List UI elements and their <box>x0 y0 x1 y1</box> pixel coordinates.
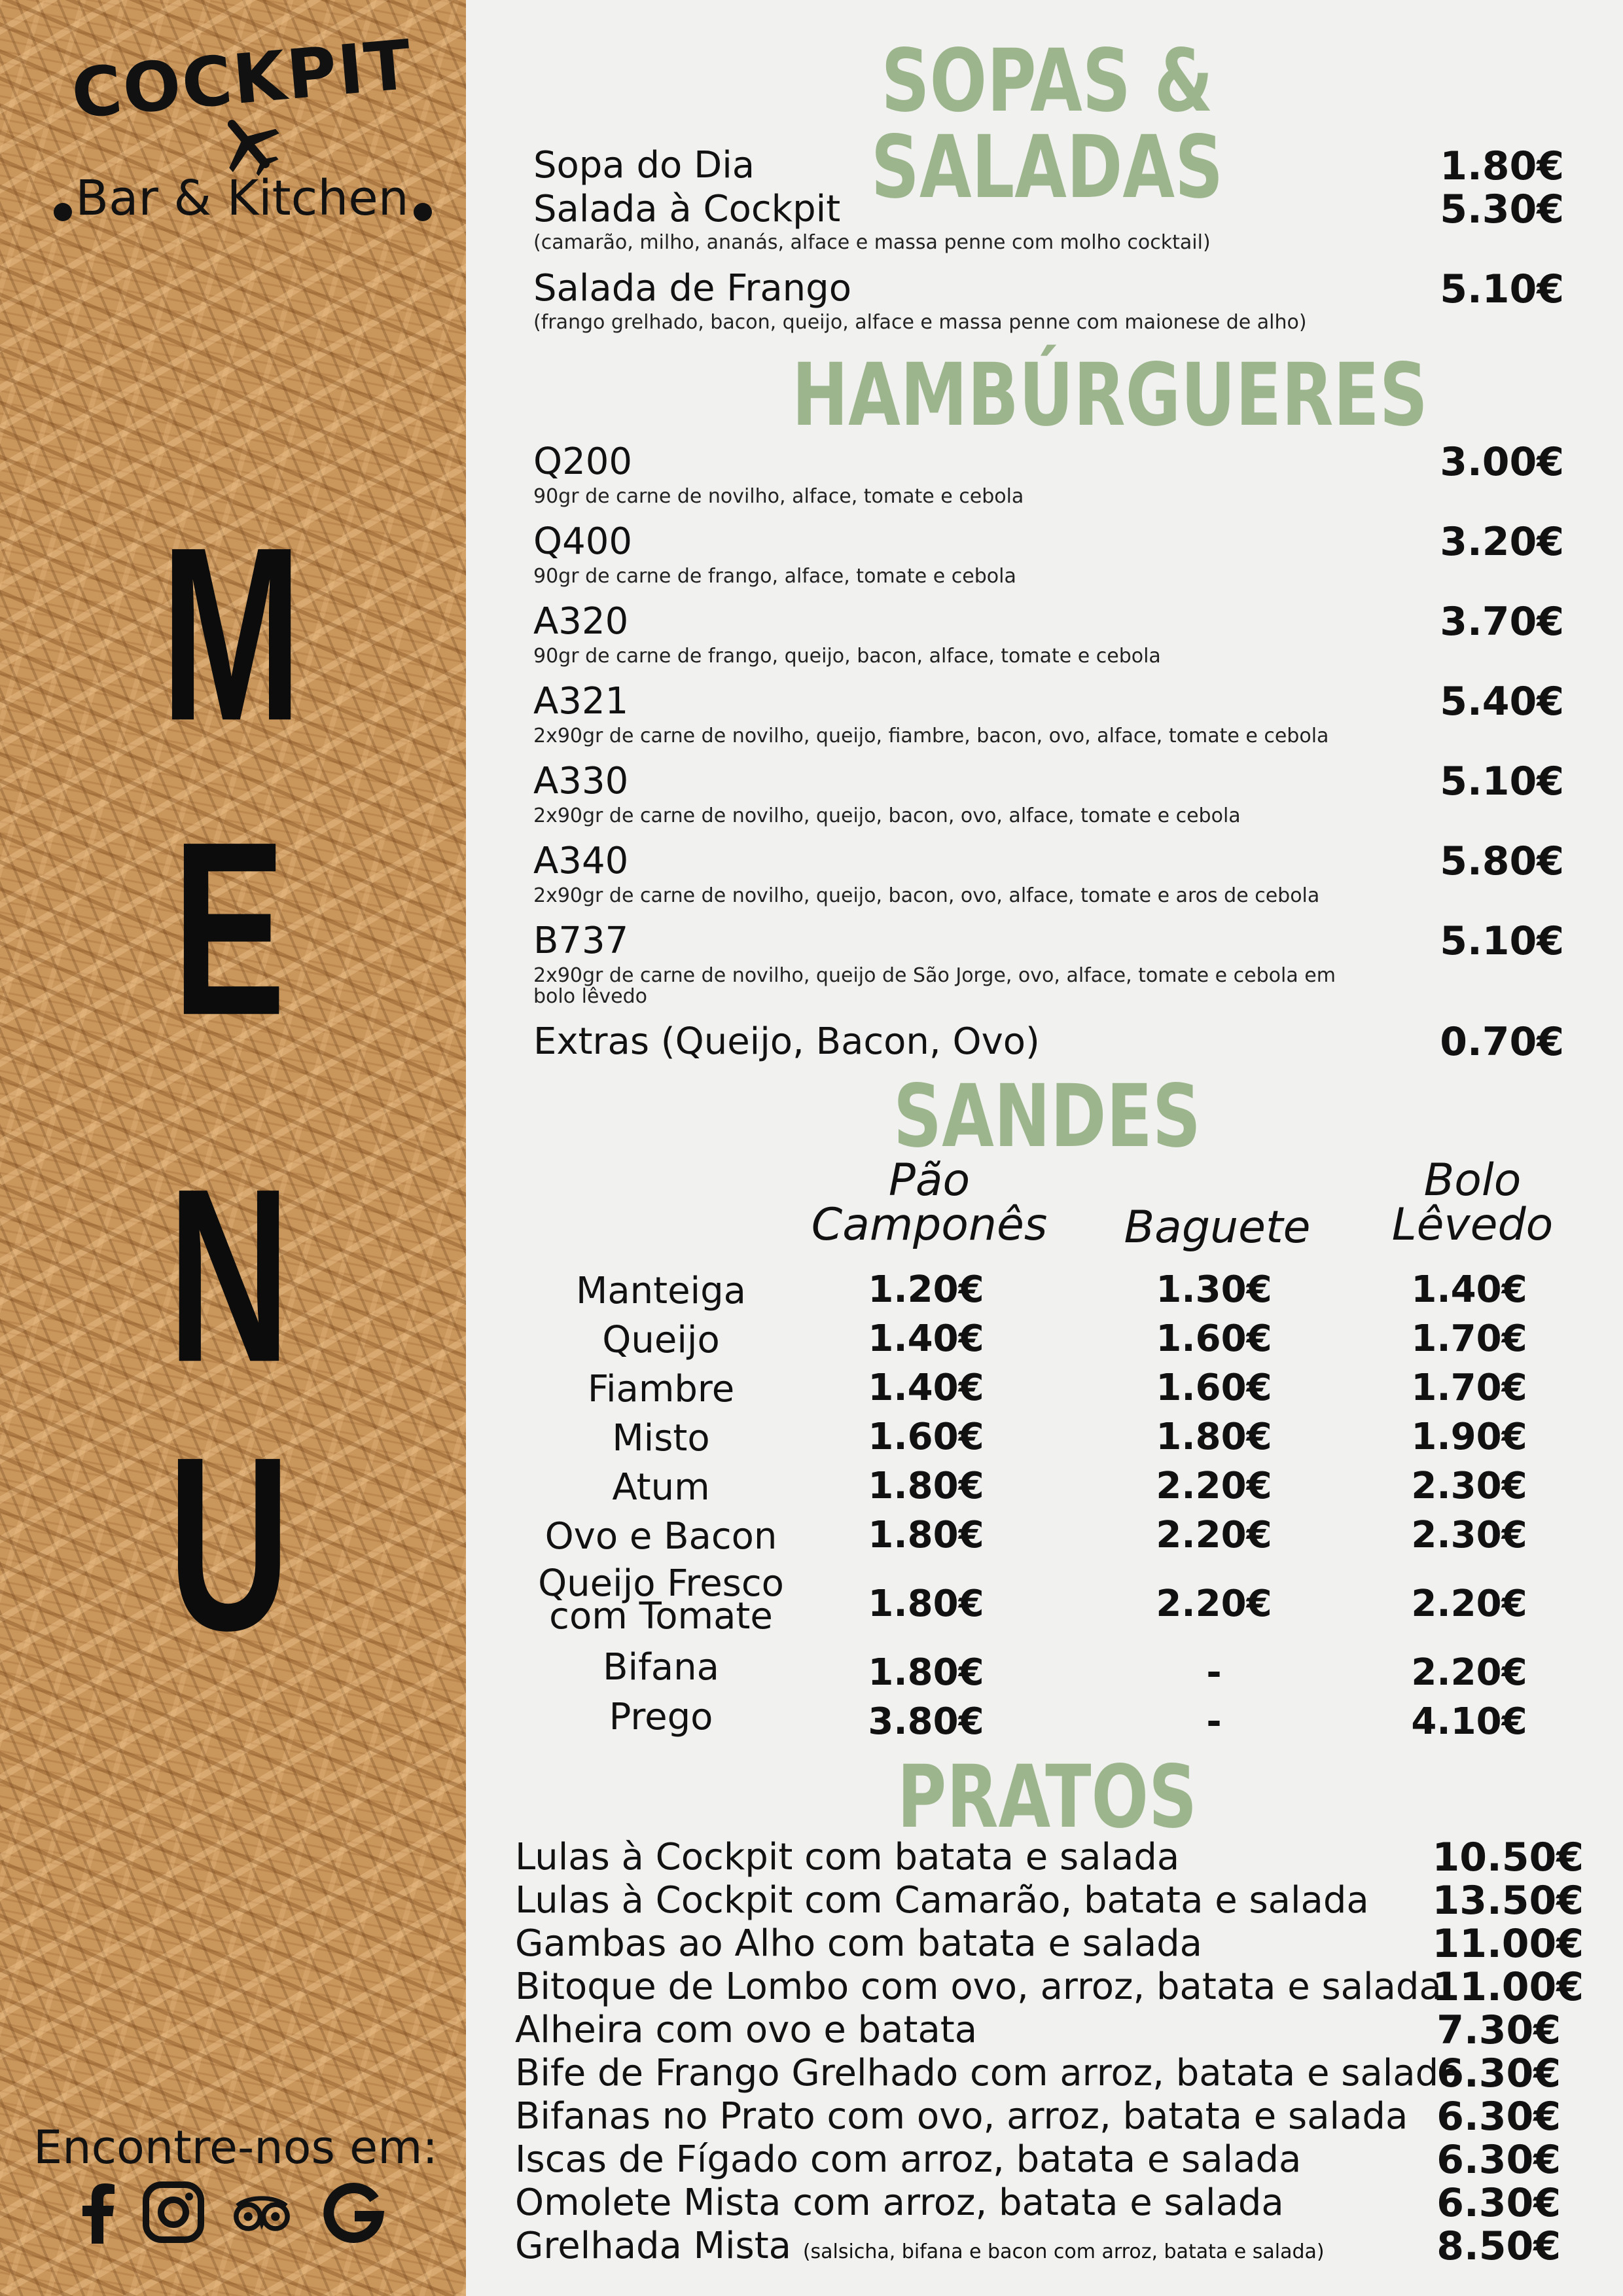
logo-title: COCKPIT <box>68 24 416 134</box>
prato-price: 11.00€ <box>1432 1964 1584 2010</box>
prato-name: Lulas à Cockpit com batata e salada <box>515 1836 1180 1878</box>
prato-name: Lulas à Cockpit com Camarão, batata e salada <box>515 1879 1369 1922</box>
burger-desc: 2x90gr de carne de novilho, queijo, fiambre, bacon, ovo, alface, tomate e cebola <box>533 725 1329 747</box>
sandes-row-name: Misto <box>612 1417 710 1460</box>
hamburgueres-title: HAMBÚRGUERES <box>792 345 1428 446</box>
sandes-price: 1.40€ <box>868 1367 984 1409</box>
prato-price: 6.30€ <box>1436 2180 1561 2226</box>
prato-price: 6.30€ <box>1436 2051 1561 2096</box>
sopas-item-name: Salada à Cockpit <box>533 188 841 230</box>
sandes-price: 2.20€ <box>1411 1651 1527 1694</box>
sandes-column-header: Baguete <box>1124 1202 1311 1253</box>
burger-name: A330 <box>533 760 629 802</box>
burger-desc: 90gr de carne de frango, queijo, bacon, alface, tomate e cebola <box>533 645 1161 668</box>
prato-name: Bifanas no Prato com ovo, arroz, batata e salada <box>515 2095 1408 2138</box>
burger-name: A340 <box>533 840 629 882</box>
burger-desc: 90gr de carne de novilho, alface, tomate e cebola <box>533 485 1024 508</box>
sandes-price: 1.40€ <box>868 1318 984 1360</box>
sopas-title: SOPAS & SALADAS <box>870 31 1224 218</box>
sandes-row-name: Fiambre <box>587 1368 735 1410</box>
prato-name: Bife de Frango Grelhado com arroz, batata e salada <box>515 2052 1461 2094</box>
menu-letter-u: U <box>168 1405 291 1683</box>
sopas-item-name: Salada de Frango <box>533 267 851 310</box>
prato-price: 8.50€ <box>1436 2223 1561 2269</box>
sandes-price: 1.80€ <box>868 1465 984 1507</box>
burger-extras-price: 0.70€ <box>1440 1019 1564 1065</box>
burger-price: 3.20€ <box>1440 519 1564 565</box>
prato-price: 10.50€ <box>1432 1835 1584 1880</box>
sandes-row-name: Atum <box>612 1466 710 1509</box>
prato-name: Bitoque de Lombo com ovo, arroz, batata e salada <box>515 1965 1442 2008</box>
prato-name-row <box>515 2225 1325 2267</box>
menu-letter-n: N <box>168 1137 291 1414</box>
prato-price: 6.30€ <box>1436 2137 1561 2183</box>
burger-name: A320 <box>533 600 629 643</box>
prato-price: 6.30€ <box>1436 2094 1561 2140</box>
burger-name: Q200 <box>533 440 632 483</box>
menu-letter-e: E <box>172 790 286 1067</box>
pratos-title: PRATOS <box>897 1747 1198 1848</box>
burger-desc: 90gr de carne de frango, alface, tomate e cebola <box>533 565 1016 588</box>
sandes-price: 1.40€ <box>1411 1268 1527 1311</box>
menu-word <box>0 0 466 2296</box>
burger-desc: 2x90gr de carne de novilho, queijo, bacon, ovo, alface, tomate e aros de cebola <box>533 884 1320 907</box>
sopas-item-price: 5.30€ <box>1440 187 1564 232</box>
sandes-price: 1.60€ <box>1156 1367 1272 1409</box>
sandes-price: 1.80€ <box>868 1651 984 1694</box>
prato-name: Omolete Mista com arroz, batata e salada <box>515 2181 1284 2224</box>
burger-price: 3.00€ <box>1440 439 1564 485</box>
sandes-price: 2.30€ <box>1411 1514 1527 1556</box>
burger-price: 3.70€ <box>1440 599 1564 645</box>
burger-name: B737 <box>533 920 629 962</box>
facebook-icon[interactable] <box>65 2179 131 2245</box>
sandes-price: - <box>1206 1700 1222 1743</box>
sopas-item-desc: (frango grelhado, bacon, queijo, alface e massa penne com maionese de alho) <box>533 311 1307 334</box>
sandes-price: 2.20€ <box>1156 1583 1272 1625</box>
burger-price: 5.10€ <box>1440 759 1564 804</box>
sandes-price: 2.20€ <box>1156 1465 1272 1507</box>
sandes-price: 1.80€ <box>868 1514 984 1556</box>
sopas-item-desc: (camarão, milho, ananás, alface e massa penne com molho cocktail) <box>533 231 1211 254</box>
burger-desc: 2x90gr de carne de novilho, queijo de São Jorge, ovo, alface, tomate e cebola em bolo lêvedo <box>533 964 1336 1008</box>
sandes-price: 1.30€ <box>1156 1268 1272 1311</box>
find-us-label: Encontre-nos em: <box>33 2121 438 2174</box>
prato-name: Alheira com ovo e batata <box>515 2009 978 2051</box>
sandes-price: 1.70€ <box>1411 1367 1527 1409</box>
prato-note: (salsicha, bifana e bacon com arroz, batata e salada) <box>802 2240 1325 2263</box>
sandes-price: 1.80€ <box>1156 1416 1272 1458</box>
sopas-item-price: 5.10€ <box>1440 266 1564 312</box>
logo-subtitle: Bar & Kitchen <box>75 170 409 226</box>
sandes-price: - <box>1206 1651 1222 1694</box>
sopas-item-price: 1.80€ <box>1440 143 1564 189</box>
sandes-price: 2.20€ <box>1156 1514 1272 1556</box>
burger-price: 5.10€ <box>1440 918 1564 964</box>
burger-extras-name: Extras (Queijo, Bacon, Ovo) <box>533 1020 1040 1063</box>
sandes-price: 2.30€ <box>1411 1465 1527 1507</box>
google-icon[interactable] <box>321 2179 386 2245</box>
sandes-price: 1.70€ <box>1411 1318 1527 1360</box>
sandes-row-name: Prego <box>609 1696 713 1738</box>
tripadvisor-icon[interactable] <box>229 2179 294 2245</box>
sandes-row-name: Manteiga <box>576 1270 746 1312</box>
sandes-row-name: Queijo <box>602 1319 720 1361</box>
sandes-column-header: Bolo Lêvedo <box>1391 1155 1554 1251</box>
prato-name: Gambas ao Alho com batata e salada <box>515 1922 1202 1965</box>
sandes-price: 1.90€ <box>1411 1416 1527 1458</box>
sandes-price: 4.10€ <box>1411 1700 1527 1743</box>
sandes-column-header: Pão Camponês <box>811 1155 1048 1251</box>
sandes-price: 3.80€ <box>868 1700 984 1743</box>
burger-desc: 2x90gr de carne de novilho, queijo, bacon, ovo, alface, tomate e cebola <box>533 804 1241 827</box>
sandes-row-name: Bifana <box>603 1646 719 1689</box>
burger-price: 5.80€ <box>1440 838 1564 884</box>
sidebar <box>0 0 466 2296</box>
menu-letter-m: M <box>160 495 302 773</box>
burger-name: Q400 <box>533 520 632 563</box>
burger-price: 5.40€ <box>1440 679 1564 725</box>
prato-price: 7.30€ <box>1436 2007 1561 2053</box>
instagram-icon[interactable] <box>141 2179 206 2245</box>
sandes-title: SANDES <box>893 1066 1201 1167</box>
sandes-price: 1.80€ <box>868 1583 984 1625</box>
prato-price: 11.00€ <box>1432 1921 1584 1967</box>
burger-name: A321 <box>533 680 629 723</box>
sandes-row-name: Queijo Fresco com Tomate <box>538 1562 784 1638</box>
sandes-row-name: Ovo e Bacon <box>544 1515 777 1558</box>
prato-price: 13.50€ <box>1432 1878 1584 1924</box>
sandes-price: 1.60€ <box>1156 1318 1272 1360</box>
sandes-price: 1.20€ <box>868 1268 984 1311</box>
sandes-price: 1.60€ <box>868 1416 984 1458</box>
prato-name: Grelhada Mista <box>515 2225 791 2267</box>
prato-name: Iscas de Fígado com arroz, batata e salada <box>515 2138 1302 2181</box>
sopas-item-name: Sopa do Dia <box>533 144 755 187</box>
sandes-price: 2.20€ <box>1411 1583 1527 1625</box>
